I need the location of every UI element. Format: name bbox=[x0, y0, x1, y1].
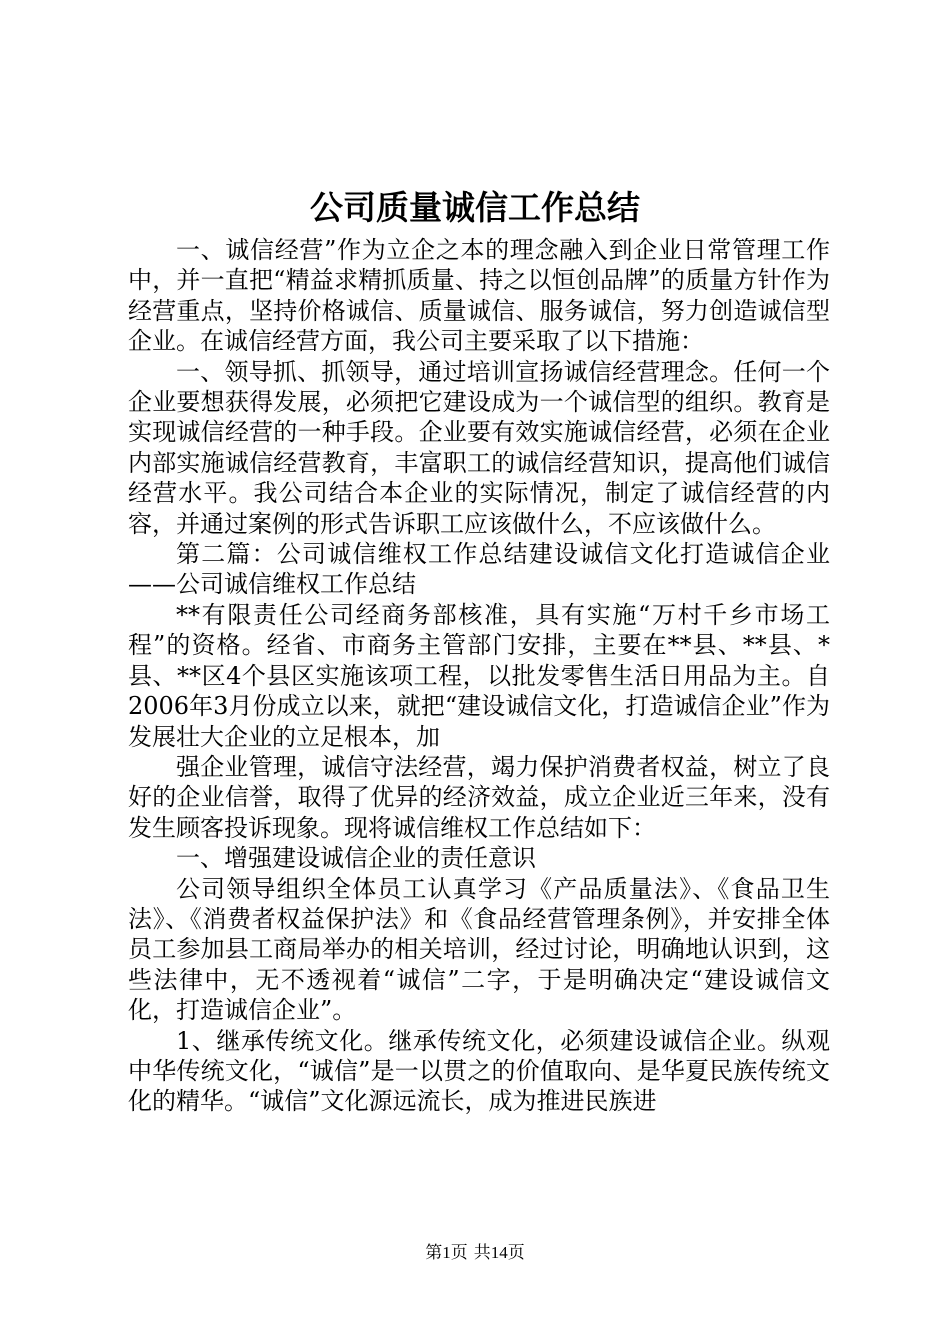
paragraph: 一、诚信经营”作为立企之本的理念融入到企业日常管理工作中，并一直把“精益求精抓质量、持之以恒创品牌”的质量方针作为经营重点，坚持价格诚信、质量诚信、服务诚信，努力创造诚信型企业。在诚信经营方面，我公司主要采取了以下措施： bbox=[128, 236, 830, 356]
paragraph: 强企业管理，诚信守法经营，竭力保护消费者权益，树立了良好的企业信誉，取得了优异的经济效益，成立企业近三年来，没有发生顾客投诉现象。现将诚信维权工作总结如下： bbox=[128, 752, 830, 842]
paragraph: 1、继承传统文化。继承传统文化，必须建设诚信企业。纵观中华传统文化，“诚信”是一以贯之的价值取向、是华夏民族传统文化的精华。“诚信”文化源远流长，成为推进民族进 bbox=[128, 1026, 830, 1116]
document-body bbox=[128, 235, 830, 1117]
page-number: 第1页 bbox=[425, 1243, 468, 1262]
document-title: 公司质量诚信工作总结 bbox=[310, 188, 640, 227]
page-footer bbox=[0, 1242, 950, 1264]
paragraph: **有限责任公司经商务部核准，具有实施“万村千乡市场工程”的资格。经省、市商务主管部门安排，主要在**县、**县、*县、**区4个县区实施该项工程，以批发零售生活日用品为主。自2006年3月份成立以来，就把“建设诚信文化，打造诚信企业”作为发展壮大企业的立足根本，加 bbox=[128, 600, 830, 751]
page-total: 共14页 bbox=[473, 1243, 525, 1262]
paragraph: 一、领导抓、抓领导，通过培训宣扬诚信经营理念。任何一个企业要想获得发展，必须把它建设成为一个诚信型的组织。教育是实现诚信经营的一种手段。企业要有效实施诚信经营，必须在企业内部实施诚信经营教育，丰富职工的诚信经营知识，提高他们诚信经营水平。我公司结合本企业的实际情况，制定了诚信经营的内容，并通过案例的形式告诉职工应该做什么，不应该做什么。 bbox=[128, 357, 830, 538]
paragraph: 公司领导组织全体员工认真学习《产品质量法》、《食品卫生法》、《消费者权益保护法》和《食品经营管理条例》，并安排全体员工参加县工商局举办的相关培训，经过讨论，明确地认识到，这些法律中，无不透视着“诚信”二字，于是明确决定“建设诚信文化，打造诚信企业”。 bbox=[128, 874, 830, 1025]
section-heading: 一、增强建设诚信企业的责任意识 bbox=[176, 844, 536, 873]
paragraph: 第二篇：公司诚信维权工作总结建设诚信文化打造诚信企业——公司诚信维权工作总结 bbox=[128, 540, 830, 599]
